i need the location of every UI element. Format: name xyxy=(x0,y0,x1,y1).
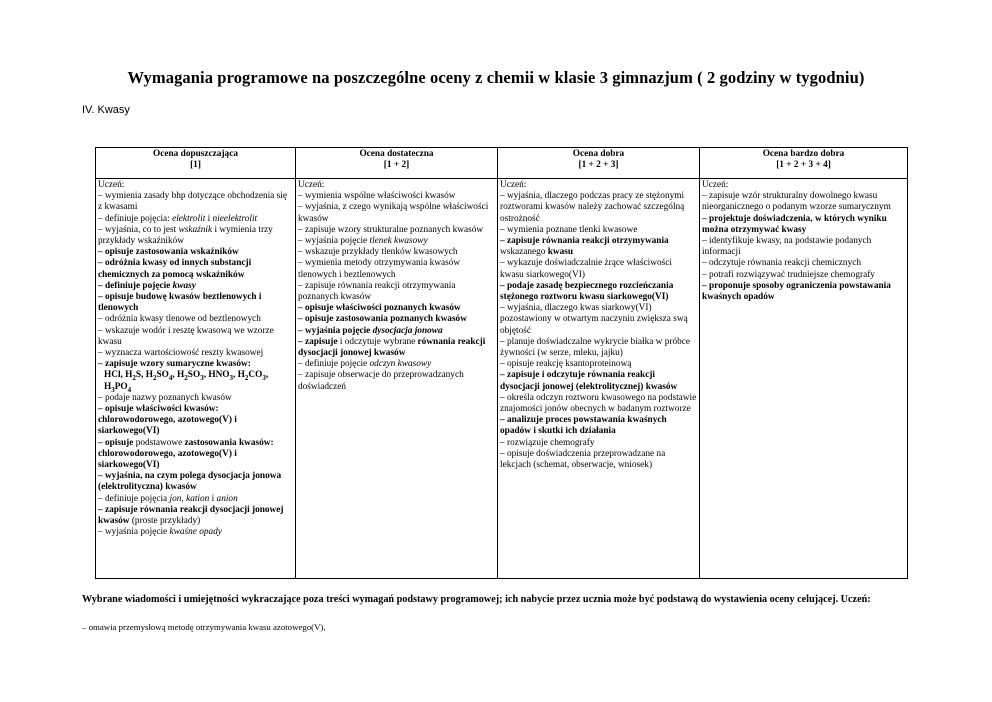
list-item: – opisuje właściwości poznanych kwasów xyxy=(298,303,461,314)
cell-lead: Uczeń: xyxy=(500,180,527,190)
list-item xyxy=(98,438,293,472)
item-term: odczyn kwasowy xyxy=(369,359,432,370)
list-item xyxy=(98,505,293,527)
list-item xyxy=(98,281,293,292)
column-header-code: [1 + 2] xyxy=(383,160,410,171)
footer-item: – omawia przemysłową metodę otrzymywania kwasu azotowego(V), xyxy=(82,622,326,632)
item-text: – wyjaśnia, co to jest xyxy=(98,224,179,235)
cell-grade-4 xyxy=(700,179,908,579)
item-text: równania reakcji dysocjacji jonowej kwasów xyxy=(298,336,486,359)
cell-grade-2 xyxy=(296,179,498,579)
list-item: – wymienia metody otrzymywania kwasów tlenowych i beztlenowych xyxy=(298,258,461,280)
item-term: kwaśne opady xyxy=(169,527,222,538)
column-header-name: Ocena dopuszczająca xyxy=(153,149,238,159)
list-item xyxy=(98,225,293,247)
cell-grade-3 xyxy=(498,179,700,579)
list-item: – podaje nazwy poznanych kwasów xyxy=(98,392,232,403)
item-text: – wyjaśnia pojęcie xyxy=(298,325,373,336)
requirements-table xyxy=(95,147,908,579)
list-item xyxy=(298,326,495,337)
list-item: – rozwiązuje chemografy xyxy=(500,437,595,448)
list-item: – opisuje doświadczenia przeprowadzane na lekcjach (schemat, obserwacje, wniosek) xyxy=(500,448,666,471)
list-item: – proponuje sposoby ograniczenia powstawania kwaśnych opadów xyxy=(702,280,891,303)
acid-formulas: HCl, $H_2S$, $H_2SO_4$, $H_2SO_3$, $HNO_3$, $H_2CO_3$, $H_3PO_4$ xyxy=(104,370,269,394)
item-text: – definiuje pojęcia: xyxy=(98,213,173,224)
item-text: – wyjaśnia pojęcie xyxy=(298,236,370,247)
item-term: kation xyxy=(186,493,210,504)
list-item xyxy=(298,337,495,359)
table-header-row xyxy=(96,148,908,179)
item-text: – opisuje xyxy=(98,437,134,448)
cell-lead: Uczeń: xyxy=(702,180,729,190)
list-item: – wymienia zasady bhp dotyczące obchodzenia się z kwasami xyxy=(98,191,287,213)
list-item xyxy=(298,359,495,370)
column-header-name: Ocena dobra xyxy=(572,149,625,159)
item-text: (proste przykłady) xyxy=(129,516,201,527)
page-title: Wymagania programowe na poszczególne oceny z chemii w klasie 3 gimnazjum ( 2 godziny w tygodniu) xyxy=(127,68,865,87)
column-header-grade-3 xyxy=(498,148,700,179)
list-item: – zapisuje wzory strukturalne poznanych kwasów xyxy=(298,224,484,235)
column-header-grade-1 xyxy=(96,148,296,179)
item-text: – zapisuje xyxy=(298,336,338,347)
cell-lead: Uczeń: xyxy=(98,180,125,190)
list-item: – wykazuje doświadczalnie żrące właściwości kwasu siarkowego(VI) xyxy=(500,258,672,280)
item-term: wskaźnik xyxy=(178,224,213,235)
footer-note: Wybrane wiadomości i umiejętności wykraczające poza treści wymagań podstawy programowej; ich nabycie przez ucznia może być podstawą do wystawienia oceny celującej. Uczeń: xyxy=(82,594,871,605)
column-header-code: [1 + 2 + 3] xyxy=(578,160,619,171)
list-item: – identyfikuje kwasy, na podstawie podanych informacji xyxy=(702,236,872,258)
item-text: wskazanego xyxy=(500,247,548,258)
item-text: – wyjaśnia pojęcie xyxy=(98,527,170,538)
list-item: – zapisuje wzór strukturalny dowolnego kwasu nieorganicznego o podanym wzorze sumarycznym xyxy=(702,191,891,213)
item-text: i xyxy=(205,213,213,224)
column-header-name: Ocena dostateczna xyxy=(359,149,434,159)
list-item: – wskazuje wodór i resztę kwasową we wzorze kwasu xyxy=(98,325,274,347)
item-text: – definiuje pojęcie xyxy=(98,280,173,291)
item-term: elektrolit xyxy=(172,213,206,224)
list-item: – wymienia poznane tlenki kwasowe xyxy=(500,224,638,235)
list-item xyxy=(98,494,293,505)
list-item: – zapisuje wzory sumaryczne kwasów: xyxy=(98,359,251,370)
item-term: anion xyxy=(216,493,238,504)
list-item: – zapisuje obserwacje do przeprowadzanych doświadczeń xyxy=(298,370,464,392)
item-text: i xyxy=(209,493,217,504)
list-item: – określa odczyn roztworu kwasowego na podstawie znajomości jonów obecnych w badanym roztworze xyxy=(500,392,697,415)
list-item: – wyznacza wartościowość reszty kwasowej xyxy=(98,348,264,359)
list-item xyxy=(98,527,293,538)
cell-lead: Uczeń: xyxy=(298,180,325,190)
list-item: – wyjaśnia, dlaczego kwas siarkowy(VI) pozostawiony w otwartym naczyniu zwiększa swą objętość xyxy=(500,303,688,336)
item-text: podstawowe xyxy=(133,437,185,448)
list-item: – zapisuje i odczytuje równania reakcji dysocjacji jonowej (elektrolitycznej) kwasów xyxy=(500,370,678,392)
item-text: – definiuje pojęcie xyxy=(298,359,370,370)
column-header-name: Ocena bardzo dobra xyxy=(762,149,845,159)
item-term: dysocjacja jonowa xyxy=(372,325,443,336)
column-header-grade-2 xyxy=(296,148,498,179)
item-text: – zapisuje równania reakcji dysocjacji jonowej kwasów xyxy=(98,504,284,527)
list-item: – odczytuje równania reakcji chemicznych xyxy=(702,258,862,269)
list-item: – planuje doświadczalne wykrycie białka w próbce żywności (w serze, mleku, jajku) xyxy=(500,336,690,359)
item-term: nieelektrolit xyxy=(212,213,258,224)
item-term: kwasy xyxy=(172,280,196,291)
list-item xyxy=(298,236,495,247)
table-body-row xyxy=(96,179,908,579)
item-text: – definiuje pojęcia xyxy=(98,493,170,504)
item-text: i odczytuje wybrane xyxy=(337,336,418,347)
list-item: – projektuje doświadczenia, w których wyniku można otrzymywać kwasy xyxy=(702,213,887,235)
column-header-code: [1] xyxy=(190,160,201,171)
list-item: – wymienia wspólne właściwości kwasów xyxy=(298,191,456,202)
list-item: – opisuje właściwości kwasów: chlorowodorowego, azotowego(V) i siarkowego(VI) xyxy=(98,404,237,437)
item-text: i wymienia trzy przykłady wskaźników xyxy=(98,224,273,247)
list-item: – wyjaśnia, na czym polega dysocjacja jonowa (elektrolityczna) kwasów xyxy=(98,471,282,493)
item-term: jon xyxy=(169,493,182,504)
list-item: – opisuje budowę kwasów beztlenowych i tlenowych xyxy=(98,292,262,314)
list-item xyxy=(500,236,697,258)
list-item: – analizuje proces powstawania kwaśnych opadów i skutki ich działania xyxy=(500,415,667,437)
list-item: – podaje zasadę bezpiecznego rozcieńczania stężonego roztworu kwasu siarkowego(VI) xyxy=(500,280,674,303)
list-item: – wyjaśnia, z czego wynikają wspólne właściwości kwasów xyxy=(298,202,489,224)
list-item: – odróżnia kwasy od innych substancji chemicznych za pomocą wskaźników xyxy=(98,258,252,280)
list-item: – odróżnia kwasy tlenowe od beztlenowych xyxy=(98,314,261,325)
column-header-grade-4 xyxy=(700,148,908,179)
section-title: IV. Kwasy xyxy=(82,104,130,116)
list-item: – opisuje zastosowania wskaźników xyxy=(98,247,239,258)
list-item: – opisuje zastosowania poznanych kwasów xyxy=(298,314,467,325)
list-item: – wskazuje przykłady tlenków kwasowych xyxy=(298,247,458,258)
item-text: zastosowania kwasów: chlorowodorowego, azotowego(V) i siarkowego(VI) xyxy=(98,437,274,471)
item-text: – zapisuje równania reakcji otrzymywania xyxy=(500,236,669,247)
column-header-code: [1 + 2 + 3 + 4] xyxy=(776,160,831,171)
list-item: – opisuje reakcję ksantoproteinową xyxy=(500,359,632,370)
list-item: – zapisuje równania reakcji otrzymywania poznanych kwasów xyxy=(298,280,456,303)
list-item: – wyjaśnia, dlaczego podczas pracy ze stężonymi roztworami kwasów należy zachować szczególną ostrożność xyxy=(500,191,685,224)
item-term: tlenek kwasowy xyxy=(369,236,428,247)
item-text: kwasu xyxy=(547,247,574,258)
item-text: , xyxy=(181,493,187,504)
list-item: – potrafi rozwiązywać trudniejsze chemografy xyxy=(702,269,875,280)
cell-grade-1 xyxy=(96,179,296,579)
list-item xyxy=(98,214,293,225)
